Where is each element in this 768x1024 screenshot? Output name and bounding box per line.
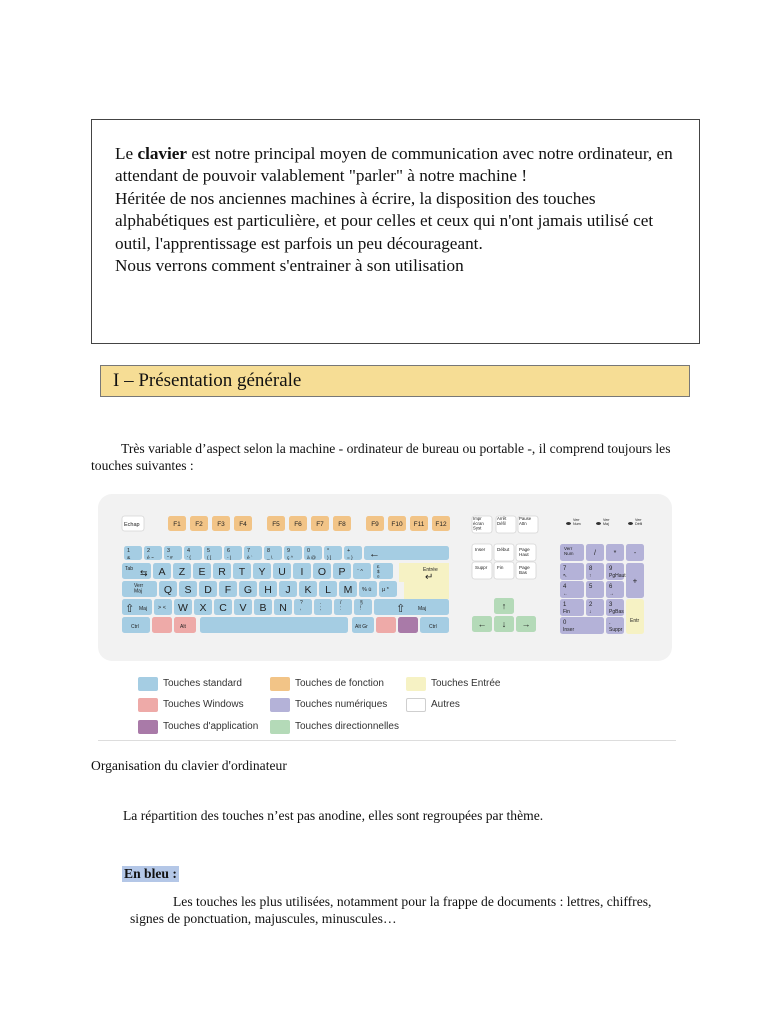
key-digit-1-top: 2	[147, 548, 151, 554]
key-nav-2-label-1: Haut	[519, 552, 529, 557]
key-windows-left	[152, 617, 172, 633]
key-e-label: E	[198, 565, 206, 578]
key-punct-1-label-1: ;	[320, 605, 322, 612]
lock-label-1-1: Maj	[603, 521, 609, 526]
key-o-label: O	[317, 565, 327, 578]
legend-label-autres: Autres	[431, 699, 460, 710]
key-arrow-3-label: →	[521, 619, 531, 630]
key-dollar	[373, 563, 393, 579]
legend-label-numeriques: Touches numériques	[295, 699, 388, 710]
key-digit-4-top: 5	[207, 548, 211, 554]
key-w-label: W	[178, 601, 188, 614]
key-punct-0-label-1: ,	[300, 605, 302, 612]
key-s-label: S	[184, 583, 192, 596]
key-f1-label: F1	[173, 520, 181, 528]
key-shift-right	[374, 599, 449, 615]
key-f4-label: F4	[239, 520, 247, 528]
key-digit-0-top: 1	[127, 548, 131, 554]
key-y-label: Y	[258, 565, 266, 578]
key-numpad-1-top: 1	[563, 602, 567, 608]
keyboard-diagram	[98, 494, 672, 661]
key-sys-0-label-2: Syst	[473, 525, 482, 531]
key-chevron-label: > <	[158, 605, 166, 611]
lock-label-0-0: Verr	[573, 518, 580, 522]
key-numpad-5-top: 5	[589, 584, 593, 590]
key-r-label: R	[218, 565, 226, 578]
key-p-label: P	[338, 565, 346, 578]
intro-box	[91, 119, 700, 344]
key-m-label: M	[343, 583, 353, 596]
key-digit-8-bottom: ç ^	[287, 556, 293, 561]
key-f5-label: F5	[272, 520, 280, 528]
legend-label-fonction: Touches de fonction	[295, 678, 384, 689]
key-numpad-7-top: 7	[563, 566, 567, 572]
key-entree-arrow: ↵	[425, 572, 434, 583]
key-nav-4-label-0: Fin	[497, 565, 504, 570]
intro-sentence-1: Le clavier est notre principal moyen de communication avec notre ordinateur, en attendant de pouvoir valablement "parler" à notre machine !	[115, 144, 673, 186]
key-numpad-4-top: 4	[563, 584, 567, 590]
key-i-label: I	[300, 565, 304, 578]
key-f11-label: F11	[413, 520, 425, 528]
key-u-label: U	[278, 565, 286, 578]
key-numpad-verrnum-label-0: Verr	[564, 546, 573, 551]
key-f6-label: F6	[294, 520, 302, 528]
key-numpad-2-bottom: ↓	[589, 609, 592, 615]
key-numpad-0-bottom: Inser	[563, 627, 575, 633]
key-numpad-minus-label: -	[633, 550, 637, 558]
key-digit-7-top: 8	[267, 548, 271, 554]
key-f10-label: F10	[391, 520, 403, 528]
lock-light-0	[566, 522, 571, 525]
key-j-label: J	[285, 583, 291, 596]
key-menu	[398, 617, 418, 633]
legend-label-entree: Touches Entrée	[431, 678, 501, 689]
key-digit-7-bottom: _ \	[267, 556, 273, 561]
intro-sentence-2: Héritée de nos anciennes machines à écrire, la disposition des touches alphabétiques est particulière, et pour celles et ceux qui n'ont jamais utilisé cet outil, l'apprentissage est parfois un peu décourageant.	[115, 188, 654, 253]
key-digit-2-bottom: " #	[167, 556, 173, 561]
key-q-label: Q	[163, 583, 173, 596]
legend-swatch-windows	[138, 698, 158, 712]
key-numpad-slash-label: /	[594, 550, 596, 558]
key-b-label: B	[259, 601, 267, 614]
key-nav-0-label-0: Inser	[475, 547, 486, 552]
key-shift-right-arrow: ⇧	[396, 603, 406, 615]
key-punct-0-label-0: ?	[300, 600, 303, 606]
key-circumflex-label: ¨ ^	[357, 569, 363, 575]
key-digit-4-bottom: ( [	[207, 556, 212, 561]
legend-directionnelles	[270, 719, 399, 734]
key-arrow-1-label: ←	[477, 619, 487, 630]
key-echap-label: Echap	[124, 522, 140, 528]
figure-divider	[98, 740, 676, 741]
key-dollar-label-2: ¤	[377, 574, 380, 579]
intro-text	[115, 143, 679, 277]
figure-caption: Organisation du clavier d'ordinateur	[91, 758, 287, 773]
intro-keyword: clavier	[137, 144, 188, 163]
key-f8-label: F8	[338, 520, 346, 528]
key-alt-label: Alt	[180, 624, 186, 630]
key-punct-3-label-0: §	[360, 600, 363, 606]
key-numpad-1-bottom: Fin	[563, 609, 570, 615]
key-t-label: T	[238, 565, 246, 578]
key-space	[200, 617, 348, 633]
legend-windows	[138, 697, 244, 712]
key-digit-5-bottom: - |	[227, 556, 232, 561]
lock-label-0-1: Num	[573, 521, 581, 526]
legend-label-application: Touches d'application	[163, 721, 259, 732]
key-numpad-6-top: 6	[609, 584, 613, 590]
legend-label-directionnelles: Touches directionnelles	[295, 721, 399, 732]
key-k-label: K	[304, 583, 312, 596]
key-digit-10-bottom: ) ]	[327, 556, 332, 561]
key-punct-3	[354, 599, 372, 615]
key-l-label: L	[325, 583, 331, 596]
key-nav-2-label-0: Page	[519, 547, 530, 552]
legend-autres	[406, 697, 460, 712]
key-altgr-label: Alt Gr	[355, 624, 368, 630]
key-caps-label-1: Maj	[134, 588, 143, 595]
key-nav-1-label-0: Début	[497, 547, 510, 552]
legend-swatch-numeriques	[270, 698, 290, 712]
key-numpad-verrnum-label-1: Num	[564, 551, 574, 556]
keyboard-svg	[98, 494, 672, 661]
key-digit-0-bottom: &	[127, 556, 131, 561]
key-dollar-label-1: $	[377, 569, 380, 574]
key-d-label: D	[204, 583, 212, 596]
key-digit-9-bottom: à @	[307, 556, 316, 561]
lock-label-2-1: Défil	[635, 521, 643, 526]
intro-sentence-3: Nous verrons comment s'entrainer à son utilisation	[115, 256, 464, 276]
key-punct-3-label-1: !	[360, 605, 362, 612]
key-numpad-9-top: 9	[609, 566, 613, 572]
legend-label-standard: Touches standard	[163, 678, 242, 689]
key-sys-0-label-0: Impr	[473, 516, 482, 521]
key-h-label: H	[264, 583, 272, 596]
key-f3-label: F3	[217, 520, 225, 528]
key-tab-arrow: ⇆	[140, 568, 148, 578]
legend-numeriques	[270, 697, 387, 712]
key-numpad-3-bottom: PgBas	[609, 609, 624, 615]
key-numpad-enter-label: Entr	[630, 618, 640, 624]
key-numpad-3-top: 3	[609, 602, 613, 608]
key-digit-10-top: °	[327, 548, 330, 554]
legend-standard	[138, 676, 242, 691]
key-nav-5-label-1: Bas	[519, 570, 527, 575]
key-punct-2-label-0: /	[340, 600, 342, 606]
key-digit-5-top: 6	[227, 548, 231, 554]
key-sys-2-label-1: Attn	[519, 520, 527, 526]
key-arrow-2-label: ↓	[501, 619, 507, 630]
key-shift-right-label: Maj	[418, 606, 427, 612]
lock-light-2	[628, 522, 633, 525]
key-x-label: X	[199, 601, 207, 614]
key-digit-3-top: 4	[187, 548, 191, 554]
section-heading: I – Présentation générale	[100, 365, 690, 397]
key-shift-left-label: Maj	[139, 606, 148, 612]
key-digit-6-top: 7	[247, 548, 251, 554]
key-dollar-label-0: £	[377, 564, 380, 569]
key-a-label: A	[158, 565, 166, 578]
key-f2-label: F2	[195, 520, 203, 528]
key-digit-9-top: 0	[307, 548, 311, 554]
key-f-label: F	[224, 583, 232, 596]
key-percent-label: % ù	[362, 587, 372, 593]
lock-light-1	[596, 522, 601, 525]
key-numpad-dot-top: .	[609, 620, 611, 626]
key-numpad-4-bottom: ←	[563, 591, 568, 597]
key-digit-3-bottom: ' {	[187, 556, 191, 561]
legend-label-windows: Touches Windows	[163, 699, 244, 710]
key-ctrl-right-label: Ctrl	[429, 624, 437, 630]
key-punct-0	[294, 599, 312, 615]
key-numpad-dot-bottom: Suppr	[609, 627, 623, 633]
key-numpad-8-bottom: ↑	[589, 573, 592, 579]
key-windows-right	[376, 617, 396, 633]
key-shift-left-arrow: ⇧	[125, 603, 135, 615]
key-sys-1-label-1: Défil	[497, 520, 506, 526]
key-c-label: C	[219, 601, 227, 614]
key-mu-label: µ *	[382, 587, 389, 593]
legend-fonction	[270, 676, 384, 691]
key-arrow-0-label: ↑	[501, 601, 507, 612]
key-numpad-2-top: 2	[589, 602, 593, 608]
key-n-label: N	[279, 601, 287, 614]
legend-application	[138, 719, 258, 734]
key-numpad-6-bottom: →	[609, 591, 614, 597]
key-ctrl-left-label: Ctrl	[131, 624, 139, 630]
paragraph-repartition: La répartition des touches n’est pas anodine, elles sont regroupées par thème.	[123, 808, 544, 823]
key-nav-3-label-0: Suppr	[475, 565, 488, 570]
legend-swatch-standard	[138, 677, 158, 691]
legend-swatch-entree	[406, 677, 426, 691]
key-sys-1-label-0: Arrêt	[497, 516, 507, 521]
key-digit-6-bottom: è `	[247, 556, 253, 561]
key-tab-label: Tab	[125, 566, 134, 572]
heading-en-bleu: En bleu :	[124, 866, 177, 881]
key-sys-2-label-0: Pause	[519, 516, 532, 521]
legend-swatch-fonction	[270, 677, 290, 691]
key-punct-2	[334, 599, 352, 615]
legend-swatch-application	[138, 720, 158, 734]
key-f7-label: F7	[316, 520, 324, 528]
key-caps-label-0: Verr	[134, 583, 144, 589]
key-numpad-0-top: 0	[563, 620, 567, 626]
legend-entree	[406, 676, 501, 691]
lock-label-2-0: Verr	[635, 518, 642, 522]
key-entree-label: Entrée	[423, 567, 438, 573]
key-v-label: V	[239, 601, 247, 614]
key-numpad-9-bottom: PgHaut	[609, 573, 626, 579]
key-g-label: G	[243, 583, 253, 596]
paragraph-touches: Les touches les plus utilisées, notamment pour la frappe de documents : lettres, chiffres, signes de ponctuation, majuscules, minuscules…	[130, 894, 652, 926]
paragraph-variable: Très variable d’aspect selon la machine - ordinateur de bureau ou portable -, il comprend toujours les touches suivantes :	[91, 441, 671, 473]
legend-swatch-directionnelles	[270, 720, 290, 734]
keyboard-legend	[138, 676, 538, 736]
legend-swatch-autres	[406, 698, 426, 712]
key-punct-2-label-1: :	[340, 605, 342, 612]
key-punct-1-label-0: .	[320, 600, 322, 606]
key-sys-0-label-1: écran	[473, 520, 484, 526]
key-numpad-plus-label: +	[632, 576, 638, 586]
key-numpad-star-label: *	[613, 550, 617, 558]
key-f9-label: F9	[371, 520, 379, 528]
lock-label-1-0: Verr	[603, 518, 610, 522]
key-numpad-8-top: 8	[589, 566, 593, 572]
key-numpad-7-bottom: ↖	[563, 573, 568, 579]
key-nav-5-label-0: Page	[519, 565, 530, 570]
key-z-label: Z	[178, 565, 186, 578]
key-numpad-enter	[626, 599, 644, 634]
key-f12-label: F12	[435, 520, 447, 528]
key-digit-1-bottom: é ~	[147, 556, 154, 561]
key-backspace-label: ←	[369, 548, 380, 560]
key-digit-11-bottom: = }	[347, 556, 353, 561]
key-digit-11-top: +	[347, 548, 351, 554]
key-punct-1	[314, 599, 332, 615]
key-digit-2-top: 3	[167, 548, 171, 554]
key-digit-8-top: 9	[287, 548, 291, 554]
